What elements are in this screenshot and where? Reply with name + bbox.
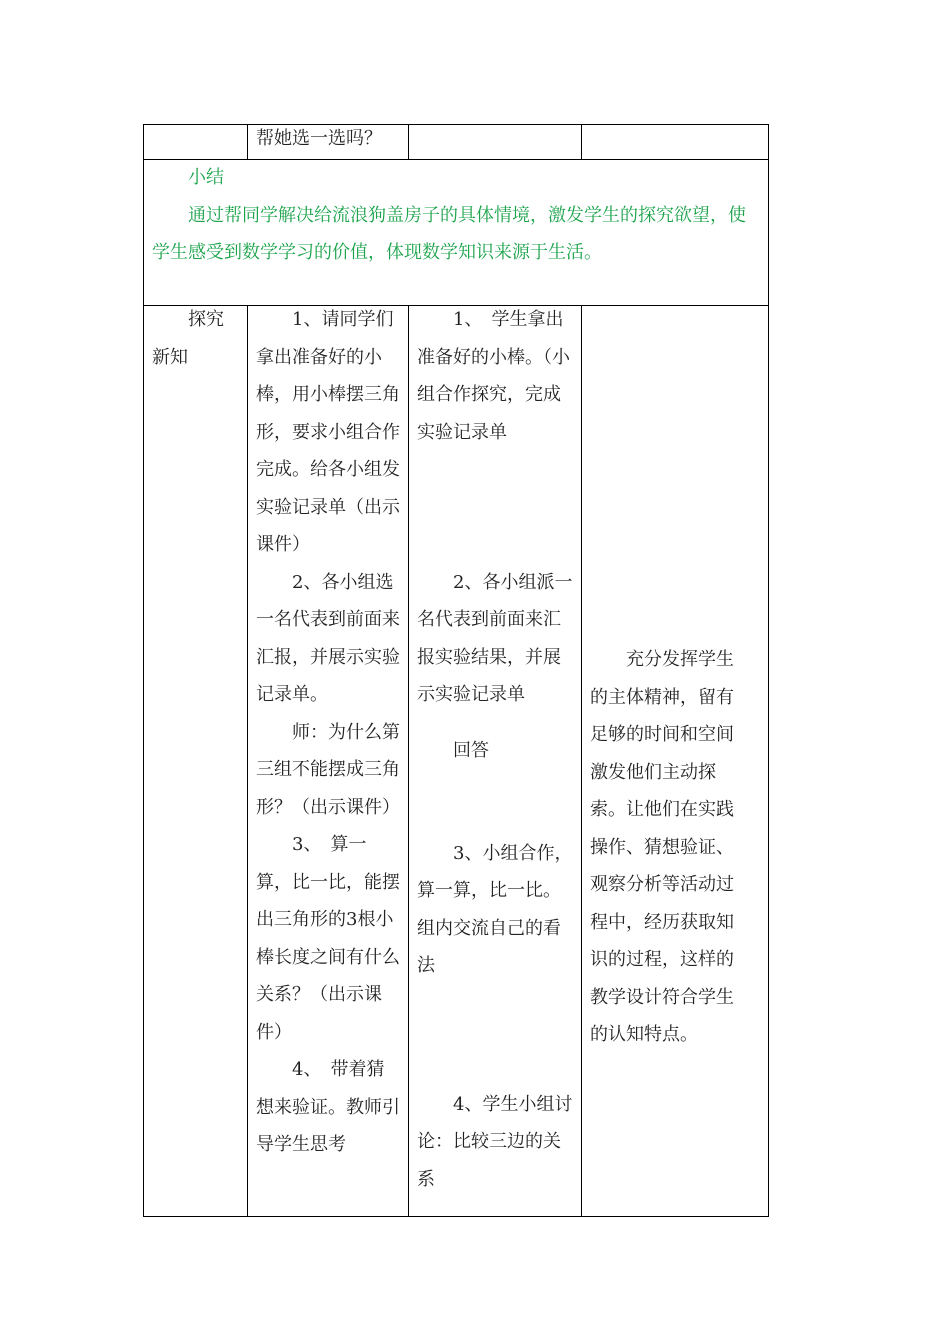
column-divider [581,125,582,160]
teacher-step: 师：为什么第三组不能摆成三角形？（出示课件） [256,721,400,818]
column-divider [247,305,248,1216]
stage-label-line2: 新知 [152,346,188,368]
summary-text: 通过帮同学解决给流浪狗盖房子的具体情境，激发学生的探究欲望，使学生感受到数学学习的价值，体现数学知识来源于生活。 [152,204,746,263]
teacher-step: 2、各小组选一名代表到前面来汇报，并展示实验记录单。 [256,571,400,705]
student-step: 2、各小组派一名代表到前面来汇报实验结果，并展示实验记录单 [417,571,573,705]
teacher-step: 4、 带着猜想来验证。教师引导学生思考 [256,1059,400,1155]
teacher-activity-cell [256,301,402,1164]
stage-label-line1: 探究 [188,309,224,330]
column-divider [408,305,409,1216]
summary-title: 小结 [188,167,224,188]
design-intent-text: 充分发挥学生的主体精神，留有足够的时间和空间激发他们主动探索。让他们在实践操作、猜想验证、观察分析等活动过程中，经历获取知识的过程，这样的教学设计符合学生的认知特点。 [590,649,734,1045]
student-activity-cell [417,301,577,1198]
design-intent-cell [590,641,750,1054]
lesson-plan-table [143,124,769,1217]
student-step: 3、小组合作，算一算，比一比。组内交流自己的看法 [417,842,573,976]
teacher-activity-text: 帮她选一选吗？ [256,128,382,149]
teacher-step: 3、 算一算，比一比，能摆出三角形的3根小棒长度之间有什么关系？（出示课件） [256,834,400,1043]
stage-cell [152,301,246,376]
summary-cell [152,159,762,272]
student-step: 1、 学生拿出准备好的小棒。（小组合作探究，完成实验记录单 [417,309,570,443]
column-divider [247,125,248,160]
student-step: 4、学生小组讨论：比较三边的关系 [417,1093,573,1190]
column-divider [408,125,409,160]
student-step: 回答 [453,739,489,761]
column-divider [581,305,582,1216]
teacher-step: 1、请同学们拿出准备好的小棒，用小棒摆三角形，要求小组合作完成。给各小组发实验记录单（出示课件） [256,309,400,555]
teacher-activity-cell [256,122,408,156]
